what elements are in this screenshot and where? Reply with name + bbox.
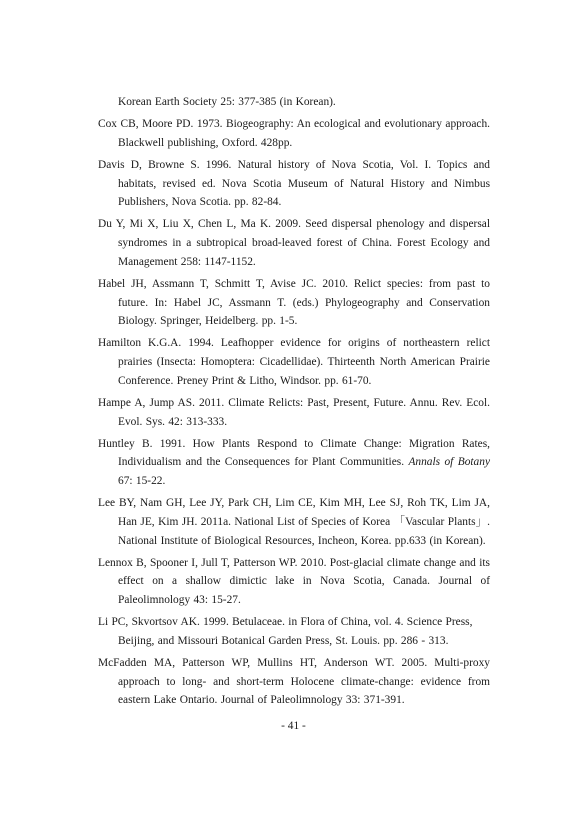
reference-item: Habel JH, Assmann T, Schmitt T, Avise JC. 2010. Relict species: from past to future. In: Habel JC, Assmann T. (eds.) Phylogeography and Conservation Biology. Springer, Heidelberg. pp. 1-5. [98, 277, 490, 328]
reference-text: 67: 15-22. [118, 475, 166, 488]
reference-item: Li PC, Skvortsov AK. 1999. Betulaceae. in Flora of China, vol. 4. Science Press, Beijing, and Missouri Botanical Garden Press, St. Louis. pp. 286 - 313. [98, 616, 473, 647]
reference-item: Hamilton K.G.A. 1994. Leafhopper evidence for origins of northeastern relict prairies (Insecta: Homoptera: Cicadellidae). Thirteenth North American Prairie Conference. Preney Print & Litho, Windsor. pp. 61-70. [98, 337, 490, 387]
reference-item: Davis D, Browne S. 1996. Natural history of Nova Scotia, Vol. I. Topics and habitats, revised ed. Nova Scotia Museum of Natural History and Nimbus Publishers, Nova Scotia. pp. 82-84. [98, 158, 490, 209]
reference-item: Korean Earth Society 25: 377-385 (in Korean). [118, 96, 336, 108]
reference-item: Lee BY, Nam GH, Lee JY, Park CH, Lim CE, Kim MH, Lee SJ, Roh TK, Lim JA, Han JE, Kim JH. 2011a. National List of Species of Korea 「Vascular Plants」. National Institute of Biological Resources, Incheon, Korea. pp.633 (in Korean). [98, 497, 490, 547]
reference-list [98, 93, 490, 713]
reference-text: Huntley B. 1991. How Plants Respond to Climate Change: Migration Rates, Individualism and the Consequences for Plant Communities. [98, 437, 490, 469]
journal-title: Annals of Botany [408, 456, 490, 469]
reference-item [98, 435, 490, 491]
reference-item: Lennox B, Spooner I, Jull T, Patterson WP. 2010. Post-glacial climate change and its effect on a shallow dimictic lake in Nova Scotia, Canada. Journal of Paleolimnology 43: 15-27. [98, 556, 490, 607]
page-number: - 41 - [281, 720, 306, 732]
reference-item: McFadden MA, Patterson WP, Mullins HT, Anderson WT. 2005. Multi-proxy approach to long- and short-term Holocene climate-change: evidence from eastern Lake Ontario. Journal of Paleolimnology 33: 371-391. [98, 656, 490, 707]
reference-item: Cox CB, Moore PD. 1973. Biogeography: An ecological and evolutionary approach. Blackwell publishing, Oxford. 428pp. [98, 118, 490, 149]
reference-item: Hampe A, Jump AS. 2011. Climate Relicts: Past, Present, Future. Annu. Rev. Ecol. Evol. Sys. 42: 313-333. [98, 396, 490, 428]
reference-item: Du Y, Mi X, Liu X, Chen L, Ma K. 2009. Seed dispersal phenology and dispersal syndromes in a subtropical broad-leaved forest of China. Forest Ecology and Management 258: 1147-1152. [98, 218, 490, 268]
